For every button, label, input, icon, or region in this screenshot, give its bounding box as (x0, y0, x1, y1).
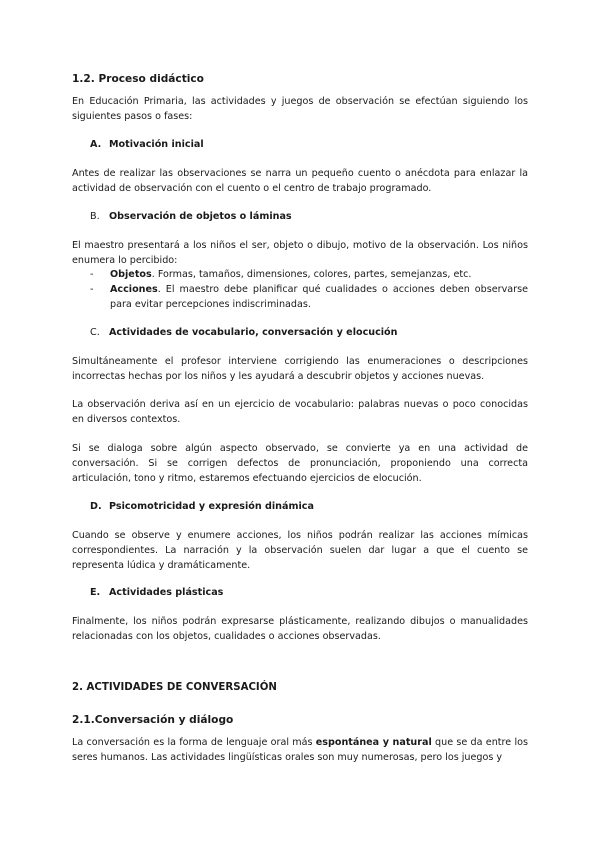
section-c-paragraph-2: La observación deriva así en un ejercicio de vocabulario: palabras nuevas o poco conocidas en diversos contextos. (72, 399, 528, 425)
heading-1-2: 1.2. Proceso didáctico (72, 73, 204, 85)
section-b-letter: B. (90, 211, 100, 222)
section-c-heading (90, 325, 397, 340)
section-b-title: Observación de objetos o láminas (109, 211, 292, 222)
bullet-dash: - (90, 269, 94, 280)
section-a-title: Motivación inicial (109, 139, 204, 150)
section-a-paragraph: Antes de realizar las observaciones se narra un pequeño cuento o anécdota para enlazar la actividad de observación con el cuento o el centro de trabajo programado. (72, 168, 528, 194)
section-e-heading (90, 585, 223, 600)
section-c-title: Actividades de vocabulario, conversación y elocución (109, 327, 398, 338)
conversation-text-after: que se da entre los seres humanos. Las actividades lingüísticas orales son muy numerosas, pero los juegos y (72, 737, 528, 763)
section-b-heading (90, 209, 292, 224)
section-a-heading (90, 137, 204, 152)
bullet-text: . El maestro debe planificar qué cualidades o acciones deben observarse para evitar percepciones indiscriminadas. (110, 284, 528, 310)
section-b-paragraph: El maestro presentará a los niños el ser, objeto o dibujo, motivo de la observación. Los niños enumera lo percibido: (72, 240, 528, 266)
conversation-bold: espontánea y natural (315, 737, 432, 748)
bullet-text: . Formas, tamaños, dimensiones, colores, partes, semejanzas, etc. (151, 269, 472, 280)
section-d-heading (90, 499, 314, 514)
section-c-paragraph-1: Simultáneamente el profesor interviene corrigiendo las enumeraciones o descripciones incorrectas hechas por los niños y les ayudará a descubrir objetos y acciones nuevas. (72, 356, 528, 382)
section-e-paragraph: Finalmente, los niños podrán expresarse plásticamente, realizando dibujos o manualidades relacionadas con los objetos, cualidades o acciones observadas. (72, 616, 528, 642)
bullet-acciones (90, 282, 528, 312)
heading-2-1: 2.1.Conversación y diálogo (72, 714, 234, 726)
section-d-paragraph: Cuando se observe y enumere acciones, los niños podrán realizar las acciones mímicas correspondientes. La narración y la observación suelen dar lugar a que el cuento se representa lúdica y dramáticamente. (72, 530, 528, 571)
bullet-objetos (90, 267, 528, 282)
conversation-text-before: La conversación es la forma de lenguaje oral más (72, 737, 316, 748)
bullet-term: Objetos (110, 269, 152, 280)
intro-paragraph: En Educación Primaria, las actividades y juegos de observación se efectúan siguiendo los siguientes pasos o fases: (72, 96, 528, 122)
section-c-paragraph-3: Si se dialoga sobre algún aspecto observado, se convierte ya en una actividad de conversación. Si se corrigen defectos de pronunciación, proponiendo una correcta articulación, tono y ritmo, estaremos efectuando ejercicios de elocución. (72, 443, 528, 484)
section-e-title: Actividades plásticas (109, 587, 224, 598)
bullet-term: Acciones (110, 284, 158, 295)
section-d-letter: D. (90, 501, 102, 512)
bullet-dash: - (90, 284, 94, 295)
section-d-title: Psicomotricidad y expresión dinámica (109, 501, 314, 512)
section-e-letter: E. (90, 587, 101, 598)
conversation-paragraph (72, 735, 528, 765)
section-a-letter: A. (90, 139, 102, 150)
section-c-letter: C. (90, 327, 100, 338)
heading-2: 2. ACTIVIDADES DE CONVERSACIÓN (72, 682, 277, 693)
